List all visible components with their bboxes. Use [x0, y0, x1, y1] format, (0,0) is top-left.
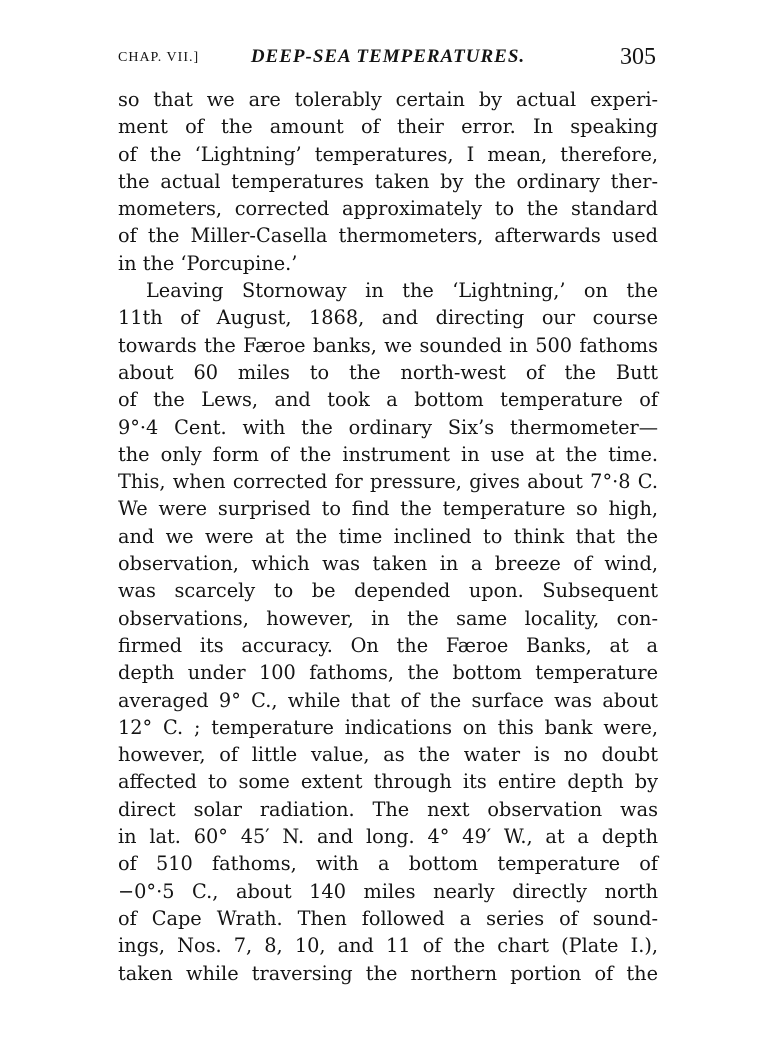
running-header	[118, 44, 658, 76]
text-line: affected to some extent through its entire depth by	[118, 770, 658, 794]
text-line: depth under 100 fathoms, the bottom temperature	[118, 661, 658, 685]
text-line: so that we are tolerably certain by actual experi-	[118, 88, 658, 111]
text-line: of the Lews, and took a bottom temperature of	[118, 388, 658, 412]
text-line: 11th of August, 1868, and directing our course	[118, 306, 658, 330]
text-line: observation, which was taken in a breeze of wind,	[118, 552, 658, 576]
text-line: in the ‘Porcupine.’	[118, 251, 298, 275]
text-line: of 510 fathoms, with a bottom temperature of	[118, 852, 658, 876]
text-line: 9°·4 Cent. with the ordinary Six’s thermometer—	[118, 415, 658, 439]
text-line: direct solar radiation. The next observation was	[118, 797, 658, 821]
text-line: ings, Nos. 7, 8, 10, and 11 of the chart (Plate I.),	[118, 934, 658, 958]
text-line: −0°·5 C., about 140 miles nearly directly north	[118, 879, 658, 903]
text-line: This, when corrected for pressure, gives about 7°·8 C.	[118, 470, 658, 494]
text-line: mometers, corrected approximately to the standard	[118, 197, 658, 221]
text-line: in lat. 60° 45′ N. and long. 4° 49′ W., at a depth	[118, 825, 658, 849]
text-line: the only form of the instrument in use at the time.	[118, 442, 658, 466]
text-line: about 60 miles to the north-west of the Butt	[118, 360, 658, 384]
text-line: firmed its accuracy. On the Færoe Banks, at a	[118, 633, 658, 657]
text-line: 12° C. ; temperature indications on this bank were,	[118, 715, 658, 739]
text-line: towards the Færoe banks, we sounded in 500 fathoms	[118, 333, 658, 357]
text-line: of Cape Wrath. Then followed a series of sound-	[118, 906, 658, 930]
body-text	[118, 86, 658, 987]
text-line: Leaving Stornoway in the ‘Lightning,’ on the	[146, 279, 658, 303]
text-line: and we were at the time inclined to think that the	[118, 524, 658, 548]
text-line: of the Miller-Casella thermometers, afterwards used	[118, 224, 658, 248]
text-line: the actual temperatures taken by the ordinary ther-	[118, 169, 658, 193]
text-line: taken while traversing the northern portion of the	[118, 961, 658, 985]
chapter-label: CHAP. VII.]	[118, 50, 200, 65]
text-line: ment of the amount of their error. In speaking	[118, 115, 658, 139]
text-line: was scarcely to be depended upon. Subsequent	[118, 579, 658, 603]
text-line: observations, however, in the same locality, con-	[118, 606, 658, 630]
text-line: however, of little value, as the water is no doubt	[118, 743, 658, 767]
text-line: averaged 9° C., while that of the surface was about	[118, 688, 658, 712]
page-number: 305	[620, 44, 656, 70]
text-line: of the ‘Lightning’ temperatures, I mean, therefore,	[118, 142, 658, 166]
text-line: We were surprised to find the temperature so high,	[118, 497, 658, 521]
running-title: DEEP-SEA TEMPERATURES.	[250, 46, 526, 67]
